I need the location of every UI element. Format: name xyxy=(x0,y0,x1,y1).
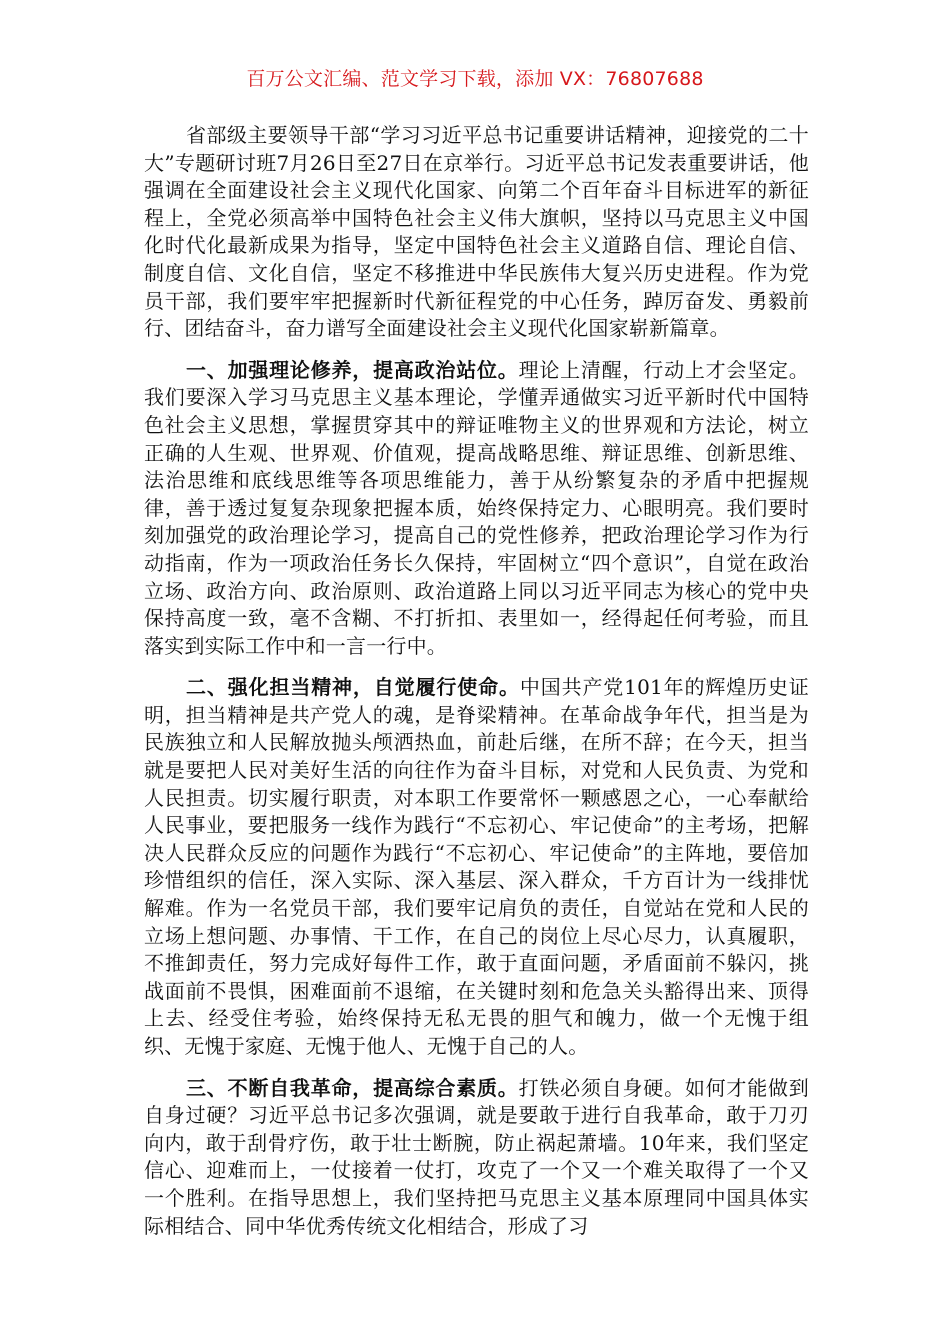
section-text-1: 理论上清醒，行动上才会坚定。我们要深入学习马克思主义基本理论，学懂弄通做实习近平新时代中国特色社会主义思想，掌握贯穿其中的辩证唯物主义的世界观和方法论，树立正确的人生观、世界观、价值观，提高战略思维、辩证思维、创新思维、法治思维和底线思维等各项思维能力，善于从纷繁复杂的矛盾中把握规律，善于透过复复杂现象把握本质，始终保持定力、心眼明亮。我们要时刻加强党的政治理论学习，提高自己的党性修养，把政治理论学习作为行动指南，作为一项政治任务长久保持，牢固树立“四个意识”，自觉在政治立场、政治方向、政治原则、政治道路上同以习近平同志为核心的党中央保持高度一致，毫不含糊、不打折扣、表里如一，经得起任何考验，而且落实到实际工作中和一言一行中。 xyxy=(144,357,809,658)
section-heading-3: 三、不断自我革命，提高综合素质。 xyxy=(186,1075,519,1100)
section-heading-2: 二、强化担当精神，自觉履行使命。 xyxy=(186,675,520,700)
intro-paragraph: 省部级主要领导干部“学习习近平总书记重要讲话精神，迎接党的二十大”专题研讨班7月26日至27日在京举行。习近平总书记发表重要讲话，他强调在全面建设社会主义现代化国家、向第二个百年奋斗目标进军的新征程上，全党必须高举中国特色社会主义伟大旗帜，坚持以马克思主义中国化时代化最新成果为指导，坚定中国特色社会主义道路自信、理论自信、制度自信、文化自信，坚定不移推进中华民族伟大复兴历史进程。作为党员干部，我们要牢牢把握新时代新征程党的中心任务，踔厉奋发、勇毅前行、团结奋斗，奋力谱写全面建设社会主义现代化国家崭新篇章。 xyxy=(144,123,809,341)
section-paragraph-3 xyxy=(144,1075,809,1241)
section-heading-1: 一、加强理论修养，提高政治站位。 xyxy=(186,357,519,382)
section-text-3: 打铁必须自身硬。如何才能做到自身过硬？习近平总书记多次强调，就是要敢于进行自我革命，敢于刀刃向内，敢于刮骨疗伤，敢于壮士断腕，防止祸起萧墙。10年来，我们坚定信心、迎难而上，一仗接着一仗打，攻克了一个又一个难关取得了一个又一个胜利。在指导思想上，我们坚持把马克思主义基本原理同中国具体实际相结合、同中华优秀传统文化相结合，形成了习 xyxy=(144,1075,809,1238)
section-paragraph-2 xyxy=(144,674,809,1060)
header-banner: 百万公文汇编、范文学习下载，添加 VX：76807688 xyxy=(246,68,704,90)
document-body xyxy=(144,122,809,1254)
section-text-2: 中国共产党101年的辉煌历史证明，担当精神是共产党人的魂，是脊梁精神。在革命战争年代，担当是为民族独立和人民解放抛头颅洒热血，前赴后继，在所不辞；在今天，担当就是要把人民对美好生活的向往作为奋斗目标，对党和人民负责、为党和人民担责。切实履行职责，对本职工作要常怀一颗感恩之心，一心奉献给人民事业，要把服务一线作为践行“不忘初心、牢记使命”的主考场，把解决人民群众反应的问题作为践行“不忘初心、牢记使命”的主阵地，要倍加珍惜组织的信任，深入实际、深入基层、深入群众，千方百计为一线排忧解难。作为一名党员干部，我们要牢记肩负的责任，自觉站在党和人民的立场上想问题、办事情、干工作，在自己的岗位上尽心尽力，认真履职，不推卸责任，努力完成好每件工作，敢于直面问题，矛盾面前不躲闪，挑战面前不畏惧，困难面前不退缩，在关键时刻和危急关头豁得出来、顶得上去、经受住考验，始终保持无私无畏的胆气和魄力，做一个无愧于组织、无愧于家庭、无愧于他人、无愧于自己的人。 xyxy=(144,675,809,1058)
section-paragraph-1 xyxy=(144,357,809,661)
